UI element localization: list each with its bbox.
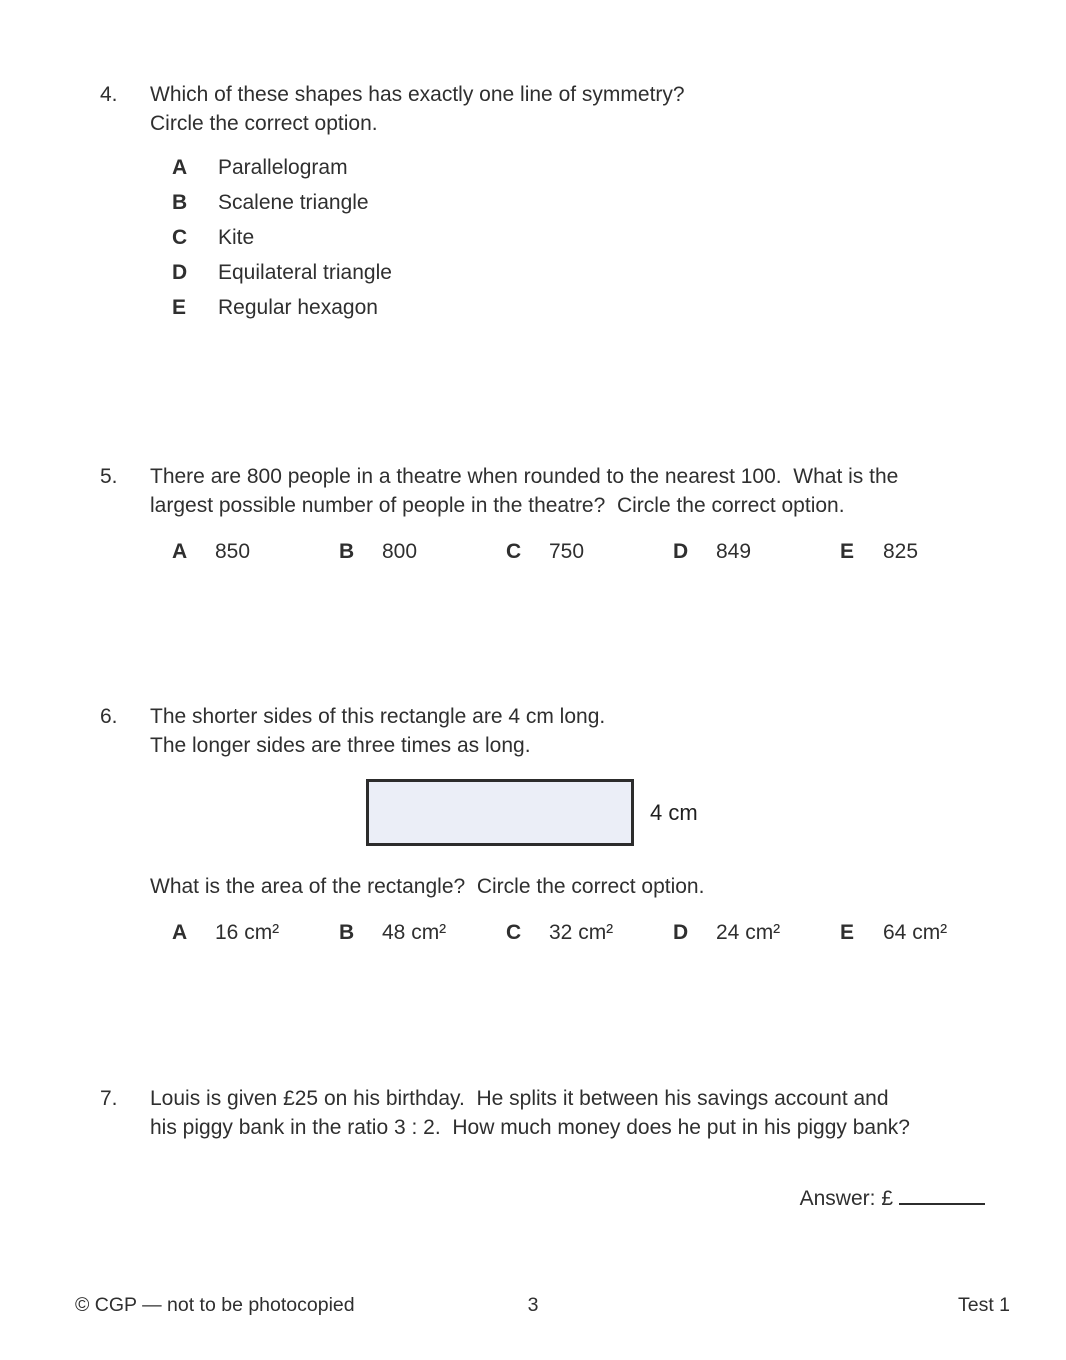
option-c [172,223,685,258]
option-letter: D [172,261,188,284]
rectangle-figure [150,760,947,872]
option-b [172,188,685,223]
option-e [840,918,947,947]
q5-option-row [150,537,918,566]
option-value: 32 cm² [549,921,614,944]
question-number: 7. [100,1087,118,1110]
q4-option-list [150,153,685,328]
option-value: 825 [883,540,919,563]
option-text: Kite [218,226,255,249]
option-letter: A [172,921,188,944]
option-a [172,918,339,947]
question-4 [100,80,685,328]
option-value: 800 [382,540,418,563]
question-body [150,1084,1010,1213]
option-d [172,258,685,293]
option-e [172,293,685,328]
question-body [150,702,947,947]
question-prompt-line: What is the area of the rectangle? Circle the correct option. [150,875,705,898]
question-number: 4. [100,83,118,106]
option-letter: B [339,540,355,563]
rectangle-shape [366,779,634,846]
option-letter: A [172,156,188,179]
answer-blank [899,1185,985,1205]
option-value: 750 [549,540,585,563]
question-number: 6. [100,705,118,728]
question-7 [100,1084,1010,1213]
option-value: 24 cm² [716,921,781,944]
page-number: 3 [527,1294,539,1316]
question-number: 5. [100,465,118,488]
question-prompt-line: There are 800 people in a theatre when rounded to the nearest 100. What is the [150,465,899,488]
test-label: Test 1 [957,1294,1010,1316]
question-prompt-line: Circle the correct option. [150,112,378,135]
answer-label: Answer: £ [799,1187,893,1210]
question-body [150,80,685,328]
option-text: Equilateral triangle [218,261,392,284]
question-prompt-line: The longer sides are three times as long. [150,734,531,757]
option-letter: C [506,540,522,563]
option-a [172,153,685,188]
option-letter: E [840,921,855,944]
option-letter: B [172,191,188,214]
question-prompt-line: The shorter sides of this rectangle are 4 cm long. [150,705,606,728]
option-letter: E [172,296,187,319]
question-6 [100,702,947,947]
question-prompt-line: Which of these shapes has exactly one line of symmetry? [150,83,685,106]
option-value: 850 [215,540,251,563]
option-letter: B [339,921,355,944]
option-e [840,537,918,566]
option-value: 849 [716,540,752,563]
answer-row [150,1184,1010,1213]
question-prompt-line: Louis is given £25 on his birthday. He splits it between his savings account and [150,1087,889,1110]
copyright-notice: © CGP — not to be photocopied [75,1294,355,1316]
question-prompt-line: his piggy bank in the ratio 3 : 2. How much money does he put in his piggy bank? [150,1116,910,1139]
option-letter: C [172,226,188,249]
option-letter: D [673,540,689,563]
q6-option-row [150,918,947,947]
option-d [673,918,840,947]
option-b [339,537,506,566]
option-c [506,537,673,566]
question-body [150,462,918,566]
rectangle-dimension-label: 4 cm [650,800,698,825]
option-text: Parallelogram [218,156,348,179]
question-prompt-line: largest possible number of people in the theatre? Circle the correct option. [150,494,845,517]
option-value: 64 cm² [883,921,948,944]
option-c [506,918,673,947]
page-footer [0,1294,1066,1324]
option-letter: E [840,540,855,563]
option-b [339,918,506,947]
option-d [673,537,840,566]
option-text: Scalene triangle [218,191,369,214]
option-value: 16 cm² [215,921,280,944]
option-a [172,537,339,566]
option-letter: C [506,921,522,944]
option-letter: D [673,921,689,944]
option-value: 48 cm² [382,921,447,944]
option-letter: A [172,540,188,563]
option-text: Regular hexagon [218,296,378,319]
question-5 [100,462,918,566]
